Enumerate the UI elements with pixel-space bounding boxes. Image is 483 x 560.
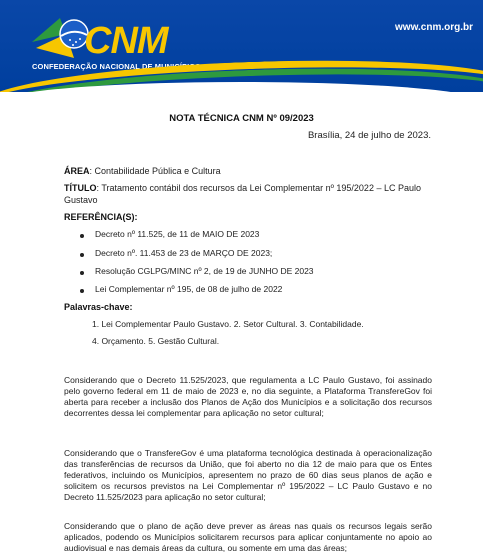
bullet-icon [80, 271, 84, 275]
referencia-item: Decreto nº 11.525, de 11 de MAIO DE 2023 [95, 229, 260, 239]
referencia-item: Lei Complementar nº 195, de 08 de julho de 2022 [95, 284, 283, 294]
paragraph: Considerando que o plano de ação deve prever as áreas nas quais os recursos legais serão aplicados, podendo os Municípios solicitarem recursos para aplicar conjuntamente no apoio ao audiovisual e nas demais áreas da cultura, ou somente em uma das áreas; [64, 521, 432, 553]
titulo-line-2: Gustavo [64, 195, 98, 205]
palavras-chave-label: Palavras-chave: [64, 302, 133, 312]
titulo-label: TÍTULO [64, 183, 97, 193]
area-line [64, 166, 221, 176]
palavras-chave-item: 1. Lei Complementar Paulo Gustavo. 2. Setor Cultural. 3. Contabilidade. [92, 319, 364, 329]
referencias-label: REFERÊNCIA(S): [64, 212, 138, 222]
titulo-value: : Tratamento contábil dos recursos da Lei Complementar nº 195/2022 – LC Paulo [96, 183, 421, 193]
palavras-chave-item: 4. Orçamento. 5. Gestão Cultural. [92, 336, 220, 346]
logo-text: CNM [84, 20, 168, 62]
referencia-item: Resolução CGLPG/MINC nº 2, de 19 de JUNHO DE 2023 [95, 266, 314, 276]
paragraph: Considerando que o Decreto 11.525/2023, que regulamenta a LC Paulo Gustavo, foi assinado pelo governo federal em 11 de maio de 2023 e, no dia seguinte, a Plataforma TransfereGov foi aberta para receber a inclusão dos Planos de Ação dos Municípios e a solicitação dos recursos decorrentes dessa lei complementar para aplicação no setor cultural; [64, 375, 432, 418]
document-header [0, 0, 483, 92]
bullet-icon [80, 289, 84, 293]
titulo-line [64, 183, 421, 193]
document-title: NOTA TÉCNICA CNM Nº 09/2023 [169, 113, 314, 124]
paragraph: Considerando que o TransfereGov é uma plataforma tecnológica destinada à operacionalização das transferências de recursos da União, que foi aberto no dia 12 de maio para que os Entes federativos, incluindo os Municípios, apresentem no prazo de 60 dias seus planos de ação e solicitem os recursos previstos na Lei Complementar nº 195/2022 – LC Paulo Gustavo e no Decreto 11.525/2023 para aplicação no setor cultural; [64, 448, 432, 502]
bullet-icon [80, 253, 84, 257]
logo-subtitle: CONFEDERAÇÃO NACIONAL DE MUNICÍPIOS [32, 62, 201, 71]
area-value: : Contabilidade Pública e Cultura [89, 166, 221, 176]
bullet-icon [80, 234, 84, 238]
referencia-item: Decreto nº. 11.453 de 23 de MARÇO DE 2023; [95, 248, 273, 258]
site-url-link[interactable]: www.cnm.org.br [395, 22, 473, 33]
area-label: ÁREA [64, 166, 90, 176]
document-date: Brasília, 24 de julho de 2023. [307, 130, 431, 141]
